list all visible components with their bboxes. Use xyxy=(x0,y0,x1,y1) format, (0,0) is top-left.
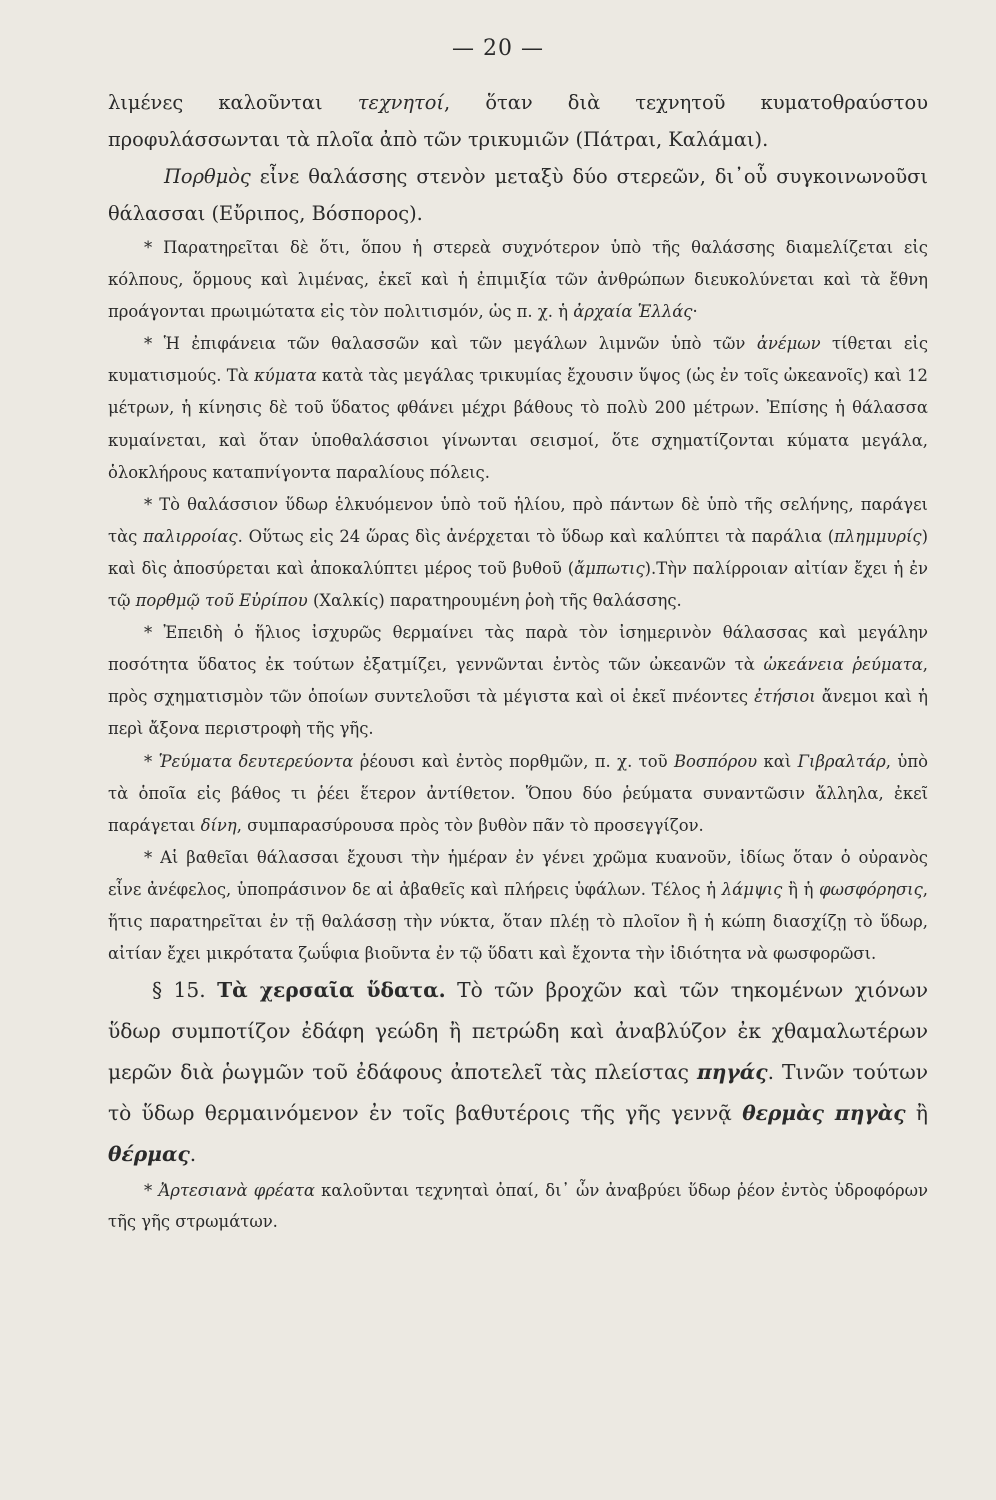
page-number: — 20 — xyxy=(452,36,544,61)
note-artesian-wells: * Ἀρτεσιανὰ φρέατα καλοῦνται τεχνηταὶ ὀπαί, δι᾽ ὧν ἀναβρύει ὕδωρ ῥέον ἐντὸς ὑδροφόρων τῆς γῆς στρωμάτων. xyxy=(108,1181,929,1232)
page-text xyxy=(108,84,928,1237)
note-secondary-currents: * Ῥεύματα δευτερεύοντα ῥέουσι καὶ ἐντὸς πορθμῶν, π. χ. τοῦ Βοσπόρου καὶ Γιβραλτάρ, ὑπὸ τὰ ὁποῖα εἰς βάθος τι ῥέει ἕτερον ἀντίθετον. Ὅπου δύο ῥεύματα συναντῶσιν ἄλληλα, ἐκεῖ παράγεται δίνη, συμπαρασύρουσα πρὸς τὸν βυθὸν πᾶν τὸ προσεγγίζον. xyxy=(108,751,928,835)
note-ocean-currents: * Ἐπειδὴ ὁ ἥλιος ἰσχυρῶς θερμαίνει τὰς παρὰ τὸν ἰσημερινὸν θάλασσας καὶ μεγάλην ποσότητα ὕδατος ἐκ τούτων ἐξατμίζει, γεννῶνται ἐντὸς τῶν ὠκεανῶν τὰ ὠκεάνεια ῥεύματα, πρὸς σχηματισμὸν τῶν ὁποίων συντελοῦσι τὰ μέγιστα καὶ οἱ ἐκεῖ πνέοντες ἐτήσιοι ἄνεμοι καὶ ἡ περὶ ἄξονα περιστροφὴ τῆς γῆς. xyxy=(108,623,928,739)
section-15-land-waters: § 15. Τὰ χερσαῖα ὕδατα. Τὸ τῶν βροχῶν καὶ τῶν τηκομένων χιόνων ὕδωρ συμποτίζον ἐδάφη γεώδη ἢ πετρώδη καὶ ἀναβλύζον ἐκ χθαμαλωτέρων μερῶν διὰ ῥωγμῶν τοῦ ἐδάφους ἀποτελεῖ τὰς πλείστας πηγάς. Τινῶν τούτων τὸ ὕδωρ θερμαινόμενον ἐν τοῖς βαθυτέροις τῆς γῆς γεννᾷ θερμὰς πηγὰς ἢ θέρμας. xyxy=(108,978,929,1167)
paragraph-strait: Πορθμὸς εἶνε θαλάσσης στενὸν μεταξὺ δύο στερεῶν, δι᾽οὗ συγκοινωνοῦσι θάλασσαι (Εὔριπος, Βόσπορος). xyxy=(108,165,928,225)
note-sea-color: * Αἱ βαθεῖαι θάλασσαι ἔχουσι τὴν ἡμέραν ἐν γένει χρῶμα κυανοῦν, ἰδίως ὅταν ὁ οὐρανὸς εἶνε ἀνέφελος, ὑποπράσινον δε αἱ ἀβαθεῖς καὶ πλήρεις ὑφάλων. Τέλος ἡ λάμψις ἢ ἡ φωσφόρησις, ἥτις παρατηρεῖται ἐν τῇ θαλάσσῃ τὴν νύκτα, ὅταν πλέῃ τὸ πλοῖον ἢ ἡ κώπη διασχίζῃ τὸ ὕδωρ, αἰτίαν ἔχει μικρότατα ζωΰφια βιοῦντα ἐν τῷ ὕδατι καὶ ἔχοντα τὴν ἰδιότητα νὰ φωσφορῶσι. xyxy=(108,847,928,964)
section-number: § 15. xyxy=(152,978,218,1003)
note-coastline: * Παρατηρεῖται δὲ ὅτι, ὅπου ἡ στερεὰ συχνότερον ὑπὸ τῆς θαλάσσης διαμελίζεται εἰς κόλπους, ὅρμους καὶ λιμένας, ἐκεῖ καὶ ἡ ἐπιμιξία τῶν ἀνθρώπων διευκολύνεται καὶ τὰ ἔθνη προάγονται πρωιμώτατα εἰς τὸν πολιτισμόν, ὡς π. χ. ἡ ἀρχαία Ἑλλάς· xyxy=(108,238,928,322)
note-waves: * Ἡ ἐπιφάνεια τῶν θαλασσῶν καὶ τῶν μεγάλων λιμνῶν ὑπὸ τῶν ἀνέμων τίθεται εἰς κυματισμούς. Τὰ κύματα κατὰ τὰς μεγάλας τρικυμίας ἔχουσιν ὕψος (ὡς ἐν τοῖς ὠκεανοῖς) καὶ 12 μέτρων, ἡ κίνησις δὲ τοῦ ὕδατος φθάνει μέχρι βάθους τὸ πολὺ 200 μέτρων. Ἐπίσης ἡ θάλασσα κυμαίνεται, καὶ ὅταν ὑποθαλάσσιοι γίνωνται σεισμοί, ὅτε σχηματίζονται κύματα μεγάλα, ὁλοκλήρους καταπνίγοντα παραλίους πόλεις. xyxy=(108,334,928,482)
paragraph-harbors: λιμένες καλοῦνται τεχνητοί, ὅταν διὰ τεχνητοῦ κυματοθραύστου προφυλάσσωνται τὰ πλοῖα ἀπὸ τῶν τρικυμιῶν (Πάτραι, Καλάμαι). xyxy=(108,91,928,151)
section-title: Τὰ χερσαῖα ὕδατα. xyxy=(217,978,446,1003)
note-tides: * Τὸ θαλάσσιον ὕδωρ ἑλκυόμενον ὑπὸ τοῦ ἡλίου, πρὸ πάντων δὲ ὑπὸ τῆς σελήνης, παράγει τὰς παλιρροίας. Οὕτως εἰς 24 ὥρας δὶς ἀνέρχεται τὸ ὕδωρ καὶ καλύπτει τὰ παράλια (πλημμυρίς) καὶ δὶς ἀποσύρεται καὶ ἀποκαλύπτει μέρος τοῦ βυθοῦ (ἄμπωτις).Τὴν παλίρροιαν αἰτίαν ἔχει ἡ ἐν τῷ πορθμῷ τοῦ Εὐρίπου (Χαλκίς) παρατηρουμένη ῥοὴ τῆς θαλάσσης. xyxy=(108,494,929,611)
